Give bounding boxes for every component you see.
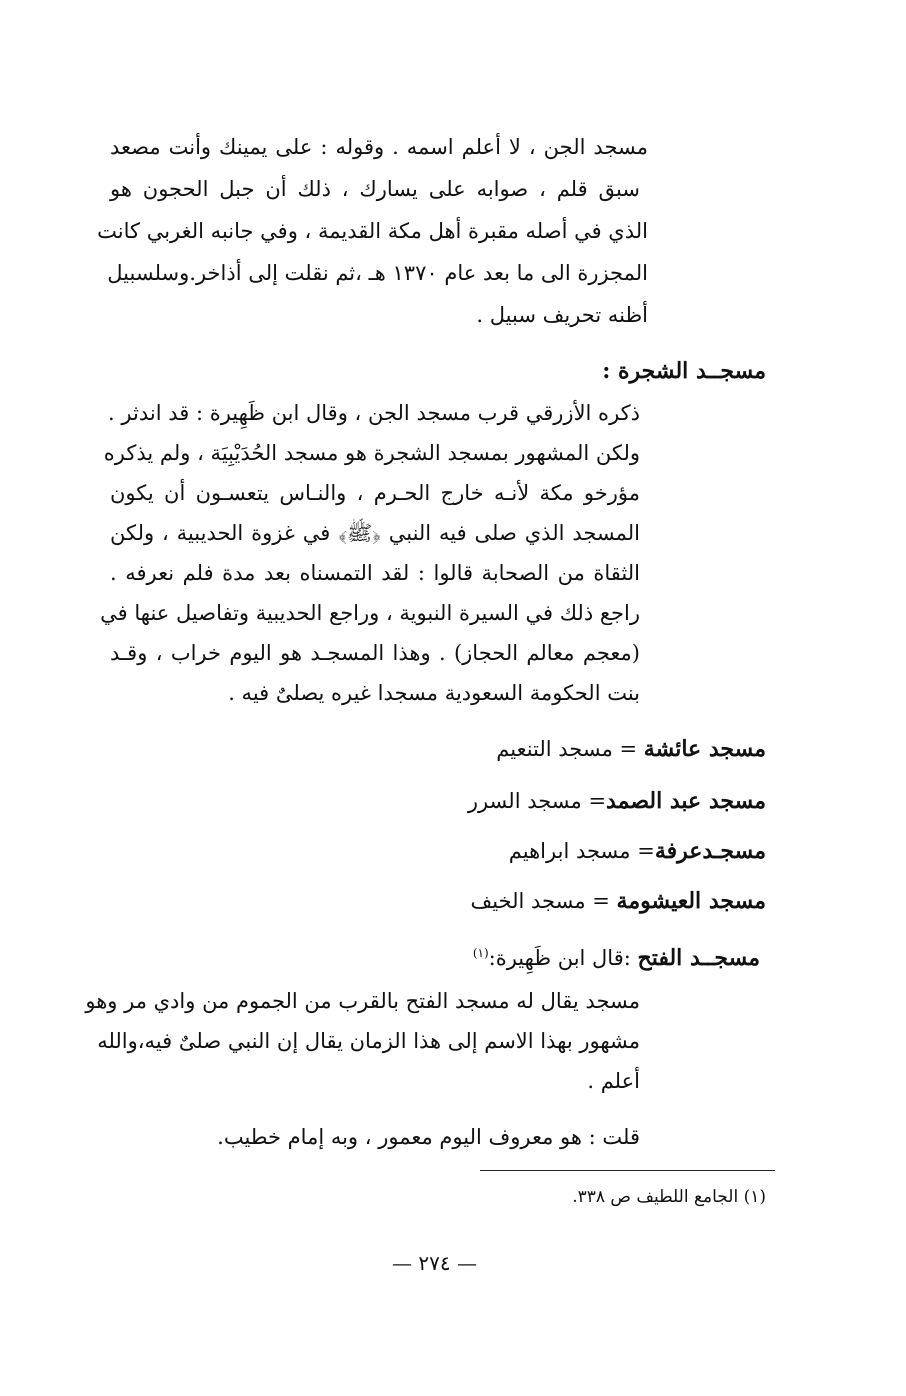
footnote-reference[interactable]: (١)	[472, 946, 489, 960]
shajara-line-3: مؤرخو مكة لأنـه خارج الحـرم ، والنـاس يتعسـون أن يكون	[110, 481, 640, 505]
equivalence-abd-alsamad	[468, 786, 766, 816]
paragraph1-line-5: أظنه تحريف سبيل .	[476, 303, 648, 327]
equivalence-name: مسجـدعرفة	[654, 838, 766, 864]
paragraph1-line-3: الذي في أصله مقبرة أهل مكة القديمة ، وفي جانبه الغربي كانت	[97, 219, 648, 243]
equivalence-name: مسجد العيشومة	[616, 888, 766, 914]
section-heading-shajara: مسجــد الشجرة :	[602, 358, 766, 384]
equivalence-sep: =	[612, 737, 644, 761]
equivalence-value: مسجد الخيف	[470, 889, 586, 913]
fath-line-2: مشهور بهذا الاسم إلى هذا الزمان يقال إن النبي صلىٌ فيه،والله	[97, 1029, 640, 1053]
equivalence-sep: =	[630, 839, 655, 863]
equivalence-arafa	[509, 836, 766, 866]
equivalence-value: مسجد التنعيم	[496, 737, 613, 761]
equivalence-aishuma	[470, 886, 766, 916]
footnote-divider	[480, 1170, 775, 1171]
section-heading-fath	[473, 938, 760, 973]
shajara-line-8: بنت الحكومة السعودية مسجدا غيره يصلىٌ فيه .	[228, 681, 640, 705]
equivalence-name: مسجد عبد الصمد	[606, 788, 766, 814]
shajara-line-5: الثقاة من الصحابة قالوا : لقد التمسناه بعد مدة فلم نعرفه .	[110, 561, 640, 585]
footnote-text: (١) الجامع اللطيف ص ٣٣٨.	[572, 1187, 766, 1207]
shajara-line-6: راجع ذلك في السيرة النبوية ، وراجع الحديبية وتفاصيل عنها في	[100, 601, 640, 625]
section-heading-fath-intro: :قال ابن ظَهِيرة:	[488, 946, 638, 970]
paragraph1-line-1: مسجد الجن ، لا أعلم اسمه . وقوله : على يمينك وأنت مصعد	[110, 135, 648, 159]
page-number: — ٢٧٤ —	[392, 1251, 477, 1275]
fath-line-3: أعلم .	[587, 1069, 640, 1093]
section-heading-fath-title: مسجــد الفتح	[637, 945, 760, 971]
fath-line-1: مسجد يقال له مسجد الفتح بالقرب من الجموم من وادي مر وهو	[85, 989, 640, 1013]
equivalence-aisha	[496, 734, 766, 764]
shajara-line-4: المسجد الذي صلى فيه النبي ﴿ﷺ﴾ في غزوة الحديبية ، ولكن	[110, 521, 640, 545]
shajara-line-2: ولكن المشهور بمسجد الشجرة هو مسجد الحُدَيْبِيَة ، ولم يذكره	[103, 441, 640, 465]
paragraph1-line-4: المجزرة الى ما بعد عام ١٣٧٠ هـ ،ثم نقلت إلى أذاخر.وسلسبيل	[107, 261, 648, 285]
fath-comment: قلت : هو معروف اليوم معمور ، وبه إمام خطيب.	[217, 1125, 640, 1149]
equivalence-value: مسجد ابراهيم	[508, 839, 631, 863]
equivalence-sep: =	[581, 789, 607, 813]
equivalence-name: مسجد عائشة	[643, 736, 766, 762]
equivalence-sep: =	[585, 889, 617, 913]
shajara-line-7: (معجم معالم الحجاز) . وهذا المسجـد هو اليوم خراب ، وقـد	[110, 641, 640, 665]
paragraph1-line-2: سبق قلم ، صوابه على يسارك ، ذلك أن جبل الحجون هو	[110, 177, 640, 201]
equivalence-value: مسجد السرر	[467, 789, 582, 813]
shajara-line-1: ذكره الأزرقي قرب مسجد الجن ، وقال ابن ظَهِيرة : قد اندثر .	[108, 401, 640, 425]
